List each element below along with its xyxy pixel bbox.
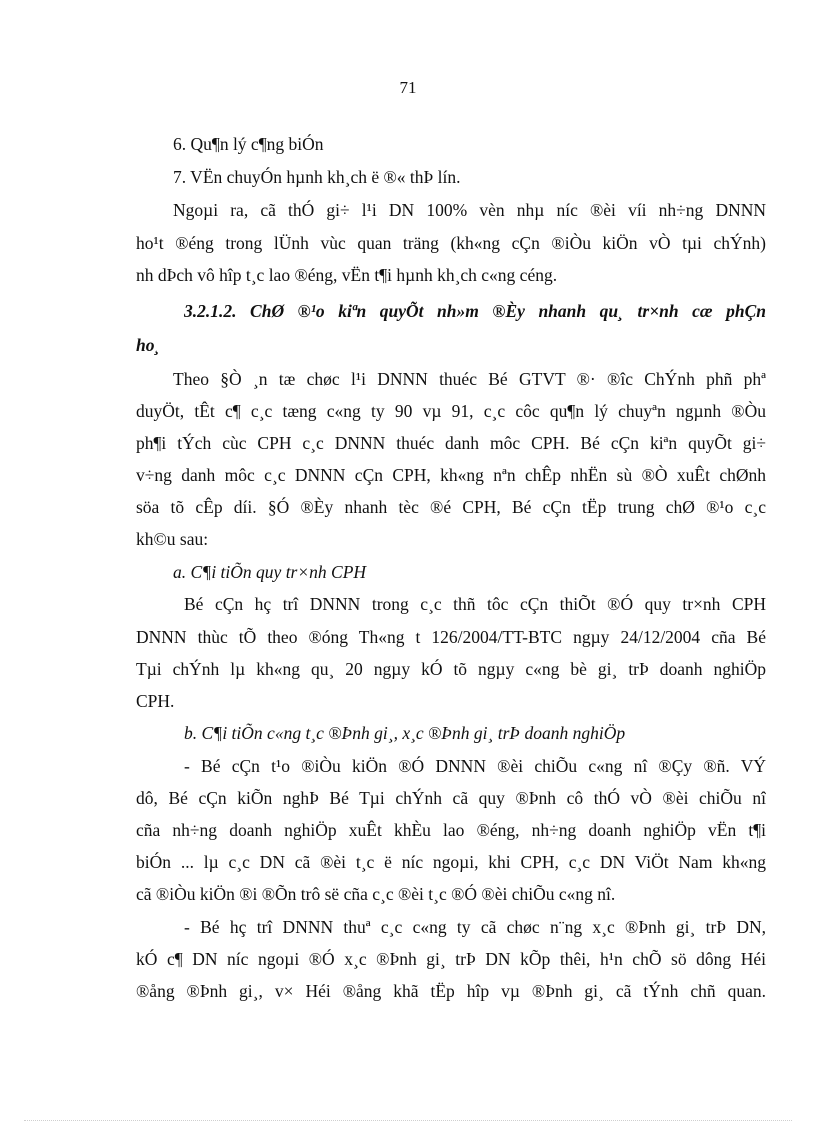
paragraph-line: ®ång ®Þnh gi¸, v× Héi ®ång khã tËp hîp vµ ®Þnh gi¸ cã tÝnh chñ quan. <box>136 981 766 1001</box>
paragraph-line: Bé cÇn hç trî DNNN trong c¸c thñ tôc cÇn thiÕt ®Ó quy tr×nh CPH <box>184 594 766 614</box>
paragraph-line: ph¶i tÝch cùc CPH c¸c DNNN thuéc danh môc CPH. Bé cÇn kiªn quyÕt gi÷ <box>136 433 766 453</box>
paragraph-line: DNNN thùc tÕ theo ®óng Th«ng t 126/2004/TT-BTC ngµy 24/12/2004 cña Bé <box>136 627 766 647</box>
paragraph-line: biÓn ... lµ c¸c DN cã ®èi t¸c ë níc ngoµi, khi CPH, c¸c DN ViÖt Nam kh«ng <box>136 852 766 872</box>
paragraph-line: Tµi chÝnh lµ kh«ng qu¸ 20 ngµy kÓ tõ ngµy c«ng bè gi¸ trÞ doanh nghiÖp <box>136 659 766 679</box>
paragraph-line: ho¹t ®éng trong lÜnh vùc quan träng (kh«ng cÇn ®iÒu kiÖn vÒ tµi chÝnh) <box>136 233 766 253</box>
paragraph-line: - Bé cÇn t¹o ®iÒu kiÖn ®Ó DNNN ®èi chiÕu c«ng nî ®Çy ®ñ. VÝ <box>184 756 766 776</box>
page-number: 71 <box>399 78 417 97</box>
paragraph-line: - Bé hç trî DNNN thuª c¸c c«ng ty cã chøc n¨ng x¸c ®Þnh gi¸ trÞ DN, <box>184 917 766 937</box>
paragraph-line: kÓ c¶ DN níc ngoµi ®Ó x¸c ®Þnh gi¸ trÞ DN kÕp thêi, h¹n chÕ sö dông Héi <box>136 949 766 969</box>
paragraph-line: Theo §Ò ¸n tæ chøc l¹i DNNN thuéc Bé GTVT ®· ®îc ChÝnh phñ phª <box>173 369 766 389</box>
paragraph-line: nh dÞch vô hîp t¸c lao ®éng, vËn t¶i hµnh kh¸ch c«ng céng. <box>136 265 558 285</box>
section-heading-continued: ho¸ <box>136 335 161 355</box>
paragraph-line: CPH. <box>136 691 175 711</box>
page-bottom-rule <box>24 1120 792 1121</box>
paragraph-line: cña nh÷ng doanh nghiÖp xuÊt khÈu lao ®éng, nh÷ng doanh nghiÖp vËn t¶i <box>136 820 766 840</box>
paragraph-line: v÷ng danh môc c¸c DNNN cÇn CPH, kh«ng nªn chÊp nhËn sù ®Ò xuÊt chØnh <box>136 465 766 485</box>
section-heading: 3.2.1.2. ChØ ®¹o kiªn quyÕt nh»m ®Èy nhanh qu¸ tr×nh cæ phÇn <box>184 301 766 321</box>
subheading: b. C¶i tiÕn c«ng t¸c ®Þnh gi¸, x¸c ®Þnh gi¸ trÞ doanh nghiÖp <box>184 723 626 743</box>
paragraph-line: kh©u sau: <box>136 529 209 549</box>
paragraph-line: söa tõ cÊp díi. §Ó ®Èy nhanh tèc ®é CPH, Bé cÇn tËp trung chØ ®¹o c¸c <box>136 497 766 517</box>
list-item: 6. Qu¶n lý c¶ng biÓn <box>173 134 324 154</box>
subheading: a. C¶i tiÕn quy tr×nh CPH <box>173 562 367 582</box>
paragraph-line: duyÖt, tÊt c¶ c¸c tæng c«ng ty 90 vµ 91, c¸c côc qu¶n lý chuyªn ngµnh ®Òu <box>136 401 766 421</box>
paragraph-line: dô, Bé cÇn kiÕn nghÞ Bé Tµi chÝnh cã quy ®Þnh cô thÓ vÒ ®èi chiÕu nî <box>136 788 766 808</box>
paragraph-line: cã ®iÒu kiÖn ®i ®Õn trô së cña c¸c ®èi t¸c ®Ó ®èi chiÕu c«ng nî. <box>136 884 616 904</box>
paragraph-line: Ngoµi ra, cã thÓ gi÷ l¹i DN 100% vèn nhµ níc ®èi víi nh÷ng DNNN <box>173 200 766 220</box>
list-item: 7. VËn chuyÓn hµnh kh¸ch ë ®« thÞ lín. <box>173 167 461 187</box>
